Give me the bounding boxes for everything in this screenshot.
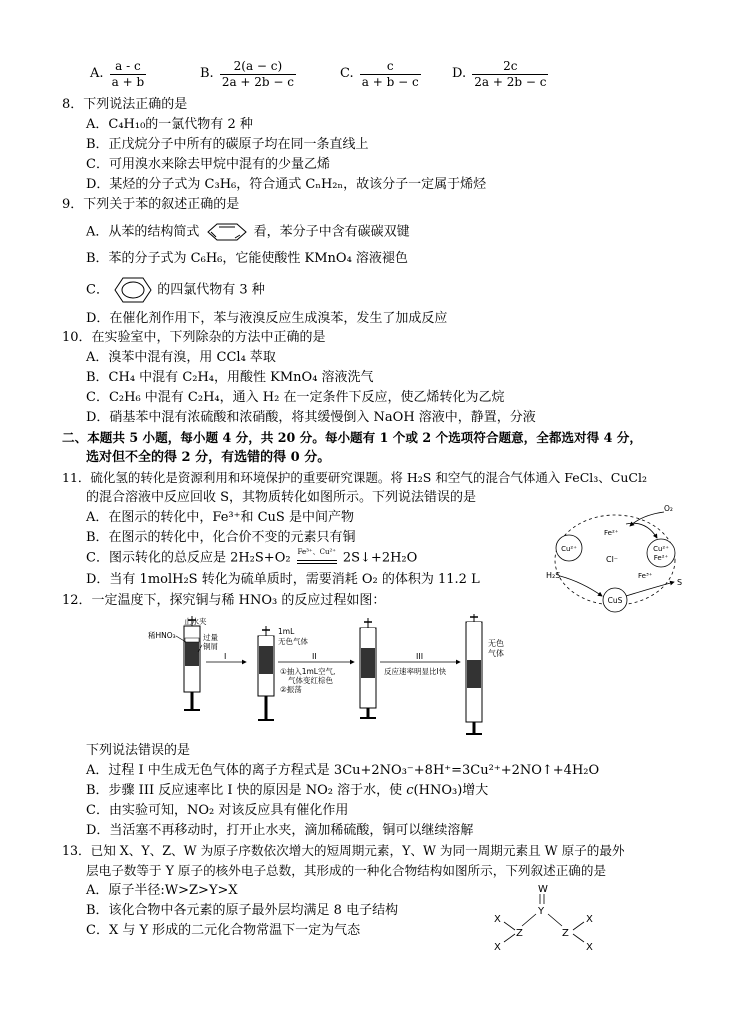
q9-stem: 9．下列关于苯的叙述正确的是	[62, 197, 240, 212]
q12-option-a: A．过程 I 中生成无色气体的离子方程式是 3Cu+2NO₃⁻+8H⁺=3Cu²⁺+2NO↑+4H₂O	[86, 763, 600, 778]
q12-option-b: B．步骤 III 反应速率比 I 快的原因是 NO₂ 溶于水，使 c(HNO₃)增大	[86, 783, 489, 798]
s-label: S	[677, 578, 683, 587]
svg-text:X: X	[586, 942, 593, 952]
q10-option-c: C．C₂H₆ 中混有 C₂H₄，通入 H₂ 在一定条件下反应，使乙烯转化为乙烷	[86, 390, 505, 405]
cu2-fe2-circle-right	[647, 539, 675, 567]
fe3-label: Fe³⁺	[638, 572, 653, 580]
q13-stem-line2: 层电子数等于 Y 原子的核外电子总数，其形成的一种化合物结构如图所示，下列叙述正确的是	[86, 863, 607, 878]
section-2-heading-line1: 二、本题共 5 小题，每小题 4 分，共 20 分。每小题有 1 个或 2 个选项符合题意，全都选对得 4 分，	[62, 430, 642, 445]
q7-a-fraction: $\frac{a - c}{a + b}$	[111, 58, 145, 89]
svg-text:X: X	[586, 914, 593, 925]
cl-label: Cl⁻	[606, 555, 619, 564]
o2-label: O₂	[664, 504, 673, 513]
q12-stem: 12．一定温度下，探究铜与稀 HNO₃ 的反应过程如图：	[62, 593, 386, 608]
q7-c-fraction: $\frac{c}{a + b - c}$	[361, 58, 419, 89]
q12-option-c: C．由实验可知，NO₂ 对该反应具有催化作用	[86, 803, 349, 818]
q7-option-c: C. $\frac{c}{a + b - c}$	[340, 58, 419, 89]
svg-text:过量: 过量	[203, 633, 218, 642]
q13-option-c: C．X 与 Y 形成的二元化合物常温下一定为气态	[86, 923, 361, 938]
q12-experiment-diagram	[148, 612, 528, 742]
svg-text:Fe²⁺: Fe²⁺	[653, 554, 669, 562]
svg-text:Y: Y	[538, 906, 545, 917]
syringe-1	[184, 616, 200, 710]
syringe-4	[466, 614, 482, 734]
q10-option-a: A．溴苯中混有溴，用 CCl₄ 萃取	[86, 350, 276, 365]
q11-stem-line1: 11．硫化氢的转化是资源利用和环境保护的重要研究课题。将 H₂S 和空气的混合气体通入 FeCl₃、CuCl₂	[62, 470, 647, 485]
q10-option-d: D．硝基苯中混有浓硫酸和浓硝酸，将其缓慢倒入 NaOH 溶液中，静置，分液	[86, 410, 536, 425]
svg-text:气体变红棕色: 气体变红棕色	[288, 676, 333, 685]
q11-option-d: D．当有 1molH₂S 转化为硫单质时，需要消耗 O₂ 的体积为 11.2 L	[86, 572, 480, 587]
q10-stem: 10．在实验室中，下列除杂的方法中正确的是	[62, 330, 326, 345]
svg-text:W: W	[538, 884, 548, 895]
benzene-ring-structure-icon	[113, 276, 153, 304]
q11-conversion-cycle-diagram	[542, 500, 692, 618]
fe2-label: Fe²⁺	[604, 529, 619, 537]
svg-text:铜屑: 铜屑	[203, 642, 218, 651]
q8-option-a: A．C₄H₁₀的一氯代物有 2 种	[86, 117, 253, 132]
svg-text:1mL: 1mL	[278, 627, 295, 636]
q13-compound-structure	[490, 882, 600, 952]
section-2-heading-line2: 选对但不全的得 2 分，有选错的得 0 分。	[86, 450, 331, 465]
q8-option-c: C．可用溴水来除去甲烷中混有的少量乙烯	[86, 157, 330, 172]
svg-text:Z: Z	[516, 928, 523, 939]
svg-text:X: X	[494, 914, 501, 925]
q7-option-d: D. $\frac{2c}{2a + 2b - c}$	[452, 58, 547, 89]
svg-text:II: II	[312, 652, 317, 661]
q9-option-d: D．在催化剂作用下，苯与液溴反应生成溴苯，发生了加成反应	[86, 311, 448, 326]
q7-d-fraction: $\frac{2c}{2a + 2b - c}$	[474, 58, 547, 89]
q9-option-c: C． 的四氯代物有 3 种	[86, 276, 265, 305]
svg-text:①抽入1mL空气,: ①抽入1mL空气,	[280, 667, 336, 676]
q10-option-b: B．CH₄ 中混有 C₂H₄，用酸性 KMnO₄ 溶液洗气	[86, 370, 374, 385]
benzene-kekule-structure-icon	[204, 222, 250, 242]
q8-option-b: B．正戊烷分子中所有的碳原子均在同一条直线上	[86, 137, 369, 152]
svg-text:稀HNO₃: 稀HNO₃	[148, 631, 176, 640]
q7-option-a: A. $\frac{a - c}{a + b}$	[90, 58, 145, 89]
q9-option-a: A．从苯的结构简式 看，苯分子中含有碳碳双键	[86, 222, 410, 242]
q8-option-d: D．某烃的分子式为 C₃H₆，符合通式 CₙH₂ₙ，故该分子一定属于烯烃	[86, 177, 487, 192]
svg-text:Cu²⁺: Cu²⁺	[653, 545, 669, 553]
svg-text:气体: 气体	[488, 649, 504, 658]
syringe-2	[258, 626, 274, 720]
q9-option-b: B．苯的分子式为 C₆H₆，它能使酸性 KMnO₄ 溶液褪色	[86, 251, 408, 266]
svg-text:III: III	[416, 652, 424, 661]
q8-stem: 8．下列说法正确的是	[62, 97, 188, 112]
cu2-label-left: Cu²⁺	[561, 545, 577, 553]
svg-text:止水夹: 止水夹	[184, 617, 207, 626]
q11-option-a: A．在图示的转化中，Fe³⁺和 CuS 是中间产物	[86, 510, 354, 525]
reaction-arrow-with-catalyst: Fe³⁺、Cu²⁺	[295, 549, 339, 567]
svg-text:无色: 无色	[488, 639, 504, 648]
svg-text:CuS: CuS	[607, 596, 623, 605]
svg-text:X: X	[494, 942, 501, 952]
h2s-label: H₂S	[546, 571, 561, 580]
syringe-3	[360, 618, 376, 718]
svg-text:Z: Z	[562, 928, 569, 939]
svg-text:②振荡: ②振荡	[280, 685, 302, 694]
svg-text:I: I	[224, 652, 227, 661]
q12-sub-stem: 下列说法错误的是	[86, 743, 191, 758]
q11-option-c: C．图示转化的总反应是 2H₂S+O₂ Fe³⁺、Cu²⁺ 2S↓+2H₂O	[86, 548, 418, 566]
svg-text:无色气体: 无色气体	[278, 637, 308, 646]
svg-text:反应速率明显比I快: 反应速率明显比I快	[384, 667, 447, 676]
q7-b-fraction: $\frac{2(a - c)}{2a + 2b - c}$	[221, 58, 295, 89]
q13-option-a: A．原子半径:W>Z>Y>X	[86, 883, 238, 898]
q13-stem-line1: 13．已知 X、Y、Z、W 为原子序数依次增大的短周期元素，Y、W 为同一周期元素且 W 原子的最外	[62, 843, 625, 858]
q11-option-b: B．在图示的转化中，化合价不变的元素只有铜	[86, 530, 356, 545]
q13-option-b: B．该化合物中各元素的原子最外层均满足 8 电子结构	[86, 903, 399, 918]
q7-option-b: B. $\frac{2(a - c)}{2a + 2b - c}$	[200, 58, 295, 89]
q11-stem-line2: 的混合溶液中反应回收 S，其物质转化如图所示。下列说法错误的是	[86, 490, 477, 505]
q12-option-d: D．当活塞不再移动时，打开止水夹，滴加稀硫酸，铜可以继续溶解	[86, 823, 474, 838]
